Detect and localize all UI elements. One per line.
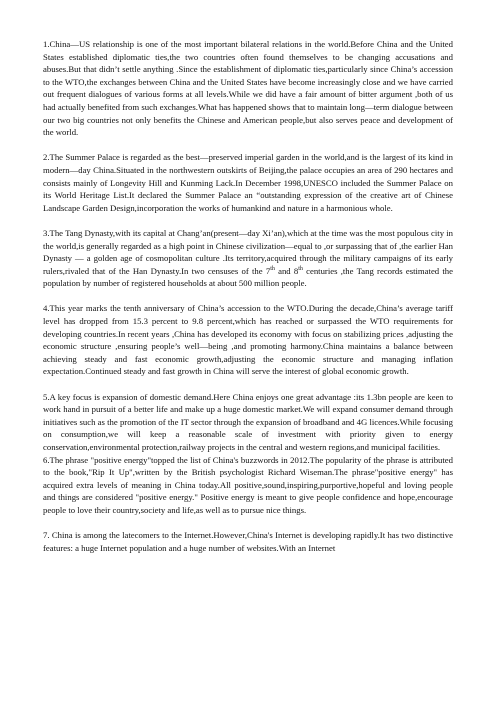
superscript-th-1: th xyxy=(270,265,275,272)
paragraph-2: 2.The Summer Palace is regarded as the best—preserved imperial garden in the world,and is the largest of its kind in modern—day China.Situated in the northwestern outskirts of Beijing,the palace occupies an area of 290 hectares and consists mainly of Longevity Hill and Kunming Lack.In December 1998,UNESCO included the Summer Palace on its World Heritage List.It declared the Summer Palace an “outstanding expression of the creative art of Chinese Landscape Garden Design,incorporation the works of humankind and nature in a harmonious whole. xyxy=(43,152,453,213)
paragraph-3-part-2: and 8 xyxy=(274,265,299,276)
paragraph-7: 7. China is among the latecomers to the Internet.However,China's Internet is developing rapidly.It has two distinctive features: a huge Internet population and a huge number of websites.With an Internet xyxy=(43,530,453,553)
paragraph-4: 4.This year marks the tenth anniversary of China’s accession to the WTO.During the decade,China’s average tariff level has dropped from 15.3 percent to 9.8 percent,which has reached or surpassed the WTO requirements for developing countries.In recent years ,China has developed its economy with focus on stabilizing prices ,adjusting the economic structure ,ensuring people’s well—being ,and promoting harmony.China maintains a balance between achieving steady and fast economic growth,adjusting the economic structure and managing inflation expectation.Continued steady and fast growth in China will serve the interest of global economic growth. xyxy=(43,303,453,377)
paragraph-3-part-1: 3.The Tang Dynasty,with its capital at Chang’an(present—day Xi’an),which at the time was the most populous city in the world,is generally regarded as a high point in Chinese civilization—equal to ,or surpassing that of ,the earlier Han Dynasty — a golden age of cosmopolitan culture .Its territory,acquired through the military campaigns of its early rulers,rivaled that of the Han Dynasty.In two censuses of the 7 xyxy=(43,227,453,276)
paragraph-5: 5.A key focus is expansion of domestic demand.Here China enjoys one great advantage :its 1.3bn people are keen to work hand in pursuit of a better life and make up a huge domestic market.We will expand consumer demand through initiatives such as the promotion of the IT sector through the expansion of broadband and 4G licences.While focusing on consumption,we will keep a reasonable scale of investment with priority given to energy conservation,environmental protection,railway projects in the central and western regions,and municipal facilities. xyxy=(43,391,453,452)
paragraph-1: 1.China—US relationship is one of the most important bilateral relations in the world.Before China and the United States established diplomatic ties,the two countries often found themselves to be changing accusations and abuses.But that didn’t settle anything .Since the establishment of diplomatic ties,particularly since China’s accession to the WTO,the exchanges between China and the United States have become increasingly close and we have carried out frequent dialogues of various forms at all levels.While we did have a fair amount of bitter argument ,both of us had actually benefited from such exchanges.What has happened shows that to maintain long—term dialogue between our two big countries not only benefits the Chinese and American people,but also serves peace and development of the world. xyxy=(43,39,453,138)
paragraph-6: 6.The phrase "positive energy"topped the list of China's buzzwords in 2012.The popularity of the phrase is attributed to the book,"Rip It Up",written by the British psychologist Richard Wiseman.The phrase"positive energy" has acquired extra levels of meaning in China today.All positive,sound,inspiring,purportive,hopeful and loving people and things are considered "positive energy." Positive energy is meant to give people confidence and hope,encourage people to love their country,society and life,as well as to pursue nice things. xyxy=(43,454,453,515)
superscript-th-2: th xyxy=(298,265,303,272)
paragraph-3 xyxy=(43,227,453,290)
paragraph-3-part-3: centuries ,the Tang records estimated the population by number of registered households at about 500 million people. xyxy=(43,265,453,289)
